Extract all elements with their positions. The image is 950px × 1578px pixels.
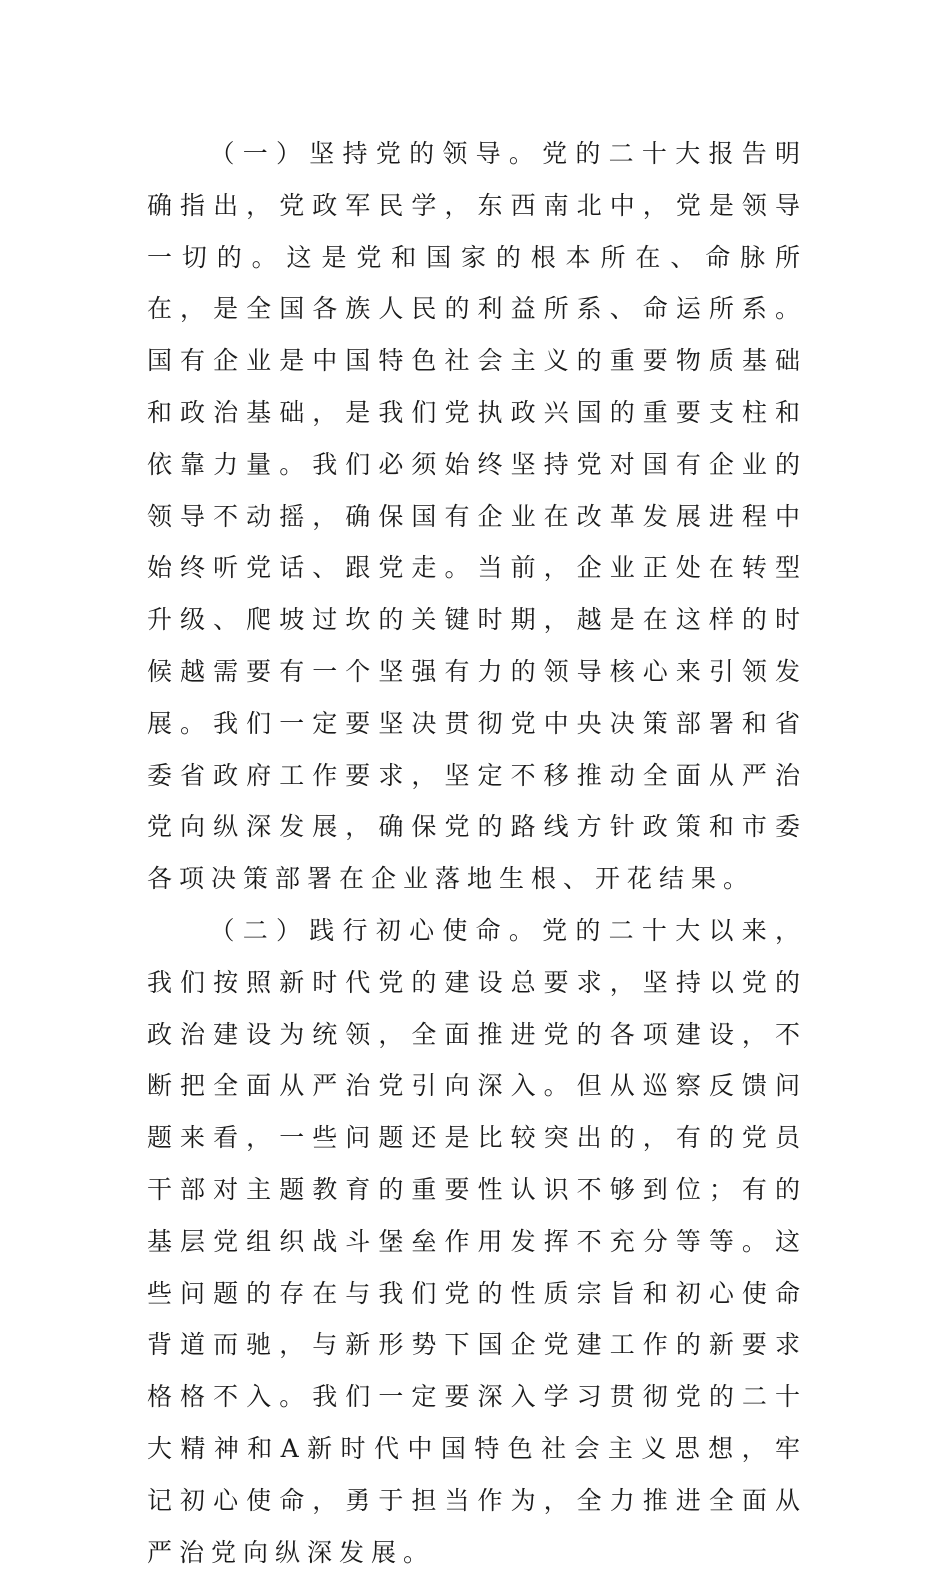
document-body: [147, 128, 807, 1578]
paragraph-original-mission: （二）践行初心使命。党的二十大以来，我们按照新时代党的建设总要求，坚持以党的政治建设为统领，全面推进党的各项建设，不断把全面从严治党引向深入。但从巡察反馈问题来看，一些问题还是比较突出的，有的党员干部对主题教育的重要性认识不够到位；有的基层党组织战斗堡垒作用发挥不充分等等。这些问题的存在与我们党的性质宗旨和初心使命背道而驰，与新形势下国企党建工作的新要求格格不入。我们一定要深入学习贯彻党的二十大精神和A新时代中国特色社会主义思想，牢记初心使命，勇于担当作为，全力推进全面从严治党向纵深发展。: [147, 915, 807, 1567]
paragraph-party-leadership: （一）坚持党的领导。党的二十大报告明确指出，党政军民学，东西南北中，党是领导一切的。这是党和国家的根本所在、命脉所在，是全国各族人民的利益所系、命运所系。国有企业是中国特色社会主义的重要物质基础和政治基础，是我们党执政兴国的重要支柱和依靠力量。我们必须始终坚持党对国有企业的领导不动摇，确保国有企业在改革发展进程中始终听党话、跟党走。当前，企业正处在转型升级、爬坡过坎的关键时期，越是在这样的时候越需要有一个坚强有力的领导核心来引领发展。我们一定要坚决贯彻党中央决策部署和省委省政府工作要求，坚定不移推动全面从严治党向纵深发展，确保党的路线方针政策和市委各项决策部署在企业落地生根、开花结果。: [147, 139, 807, 894]
